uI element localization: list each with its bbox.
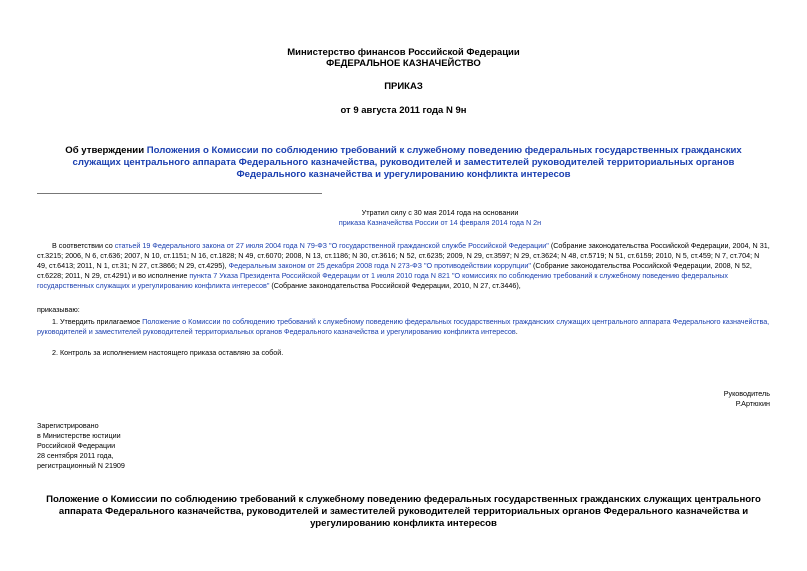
registration-block <box>37 421 125 471</box>
law-273fz-link[interactable]: Федеральным законом от 25 декабря 2008 года N 273-ФЗ "О противодействии коррупции" <box>228 261 531 270</box>
ministry-name: Министерство финансов Российской Федерации <box>287 47 520 58</box>
item1-text-a: 1. Утвердить прилагаемое <box>52 317 143 326</box>
title-regulation-link[interactable]: Положения о Комиссии по соблюдению требований к служебному поведению федеральных государственных гражданских служащих центрального аппарата Федерального казначейства, руководителей и заместителей руководителей территориальных органов Федерального казначейства и урегулированию конфликта интересов <box>72 145 742 180</box>
order-word: приказываю: <box>37 305 80 314</box>
signature-block <box>724 389 770 409</box>
regulation-link[interactable]: Положение о Комиссии по соблюдению требований к служебному поведению федеральных государственных гражданских служащих центрального аппарата Федерального казначейства, руководителей и заместителей руководителей территориальных органов Федерального казначейства и урегулированию конфликта интересов <box>37 317 770 336</box>
preamble-text-b: (Собрание законодательства Российской Федерации, 2004, N 31, ст.3215; 2006, N 6, ст.636; 2007, N 10, ст.1151; N 16, ст.1828; N 49, ст.6070; 2008, N 13, ст.1186; N 30, ст.3616; N 52, ст.6235; 2009, N 29, ст.3597; N 29, ст.3624; N 48, ст.5719; N 51, ст.6159; 2010, N 5, ст.459; N 7, ст.704; N 49, ст.6413; 2011, N 1, ст.31; N 27, ст.3866; N 29, ст.4295), <box>37 241 770 270</box>
document-type: ПРИКАЗ <box>384 81 423 92</box>
decree-821-link[interactable]: пункта 7 Указа Президента Российской Федерации от 1 июля 2010 года N 821 "О комиссиях по соблюдению требований к служебному поведению федеральных государственных служащих и урегулированию конфликта интересов" <box>37 271 729 290</box>
item1-text-b: . <box>515 327 518 336</box>
registration-line-3: Российской Федерации <box>37 441 116 450</box>
order-item-1 <box>37 317 771 337</box>
appendix-title: Положение о Комиссии по соблюдению требований к служебному поведению федеральных государственных гражданских служащих центрального аппарата Федерального казначейства, руководителей и заместителей руководителей территориальных органов Федерального казначейства и урегулированию конфликта интересов <box>46 494 761 529</box>
signer-name: Р.Артюхин <box>735 399 770 408</box>
document-title <box>40 145 767 181</box>
preamble-paragraph <box>37 241 771 291</box>
lost-force-notice <box>300 208 580 228</box>
signer-role: Руководитель <box>723 389 770 398</box>
registration-line-1: Зарегистрировано <box>37 421 99 430</box>
order-item-2: 2. Контроль за исполнением настоящего приказа оставляю за собой. <box>52 348 284 357</box>
registration-line-2: в Министерстве юстиции <box>37 431 121 440</box>
title-prefix: Об утверждении <box>65 145 147 156</box>
law-79fz-link[interactable]: статьей 19 Федерального закона от 27 июля 2004 года N 79-ФЗ "О государственной гражданской службе Российской Федерации" <box>114 241 549 250</box>
preamble-text-a: В соответствии со <box>52 241 115 250</box>
lost-force-text: Утратил силу с 30 мая 2014 года на основании <box>361 208 519 217</box>
registration-line-5: регистрационный N 21909 <box>37 461 125 470</box>
separator-line <box>37 193 322 194</box>
document-date-number: от 9 августа 2011 года N 9н <box>340 105 467 116</box>
preamble-text-c: (Собрание законодательства Российской Федерации, 2008, N 52, ст.6228; 2011, N 29, ст.4291) и во исполнение <box>37 261 752 280</box>
agency-name: ФЕДЕРАЛЬНОЕ КАЗНАЧЕЙСТВО <box>326 58 481 69</box>
preamble-text-d: (Собрание законодательства Российской Федерации, 2010, N 27, ст.3446), <box>269 281 521 290</box>
registration-line-4: 28 сентября 2011 года, <box>37 451 114 460</box>
basis-order-link[interactable]: приказа Казначейства России от 14 февраля 2014 года N 2н <box>338 218 542 227</box>
